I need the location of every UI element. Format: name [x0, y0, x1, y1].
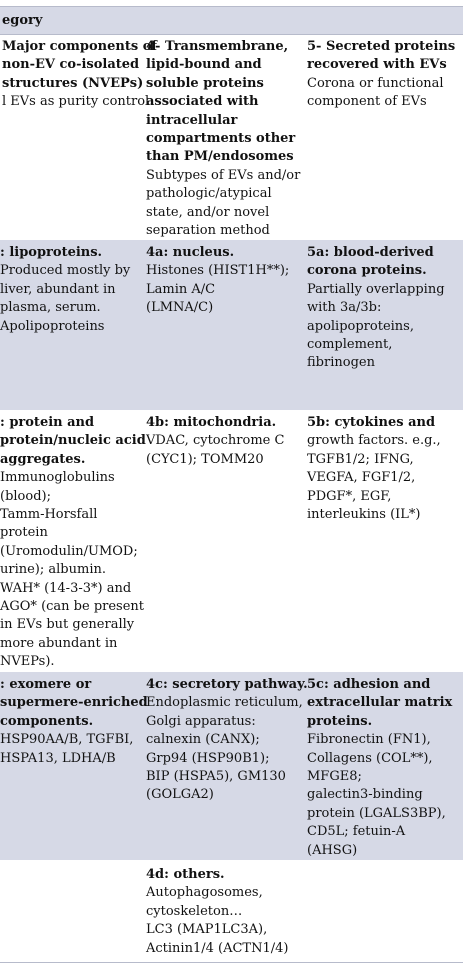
cell-text-line: LC3 (MAP1LC3A), — [146, 922, 268, 938]
cell-text-line: compartments other — [146, 131, 296, 147]
cell-text-line: protein — [0, 525, 48, 541]
cell-text-line: extracellular matrix — [307, 695, 453, 711]
table-row — [0, 240, 463, 410]
cell-text-line: (LMNA/C) — [146, 300, 214, 316]
cell-text-line: Histones (HIST1H**); — [146, 263, 290, 279]
cell-text-line: structures (NVEPs) — [2, 75, 144, 91]
cell-text-line: PDGF*, EGF, — [307, 488, 392, 504]
cell-text-line: BIP (HSPA5), GM130 — [146, 769, 286, 785]
cell-text-line: Tamm-Horsfall — [0, 507, 98, 523]
table-bottom-rule — [0, 962, 463, 963]
cell-text-line: MFGE8; — [307, 769, 362, 785]
cell-text-line: intracellular — [146, 112, 238, 128]
table-row — [0, 672, 463, 860]
cell-text-line: Major components of — [2, 39, 157, 54]
cell-text-line: Collagens (COL**), — [307, 750, 433, 766]
cell-text-line: VDAC, cytochrome C — [146, 433, 285, 449]
cell-text-line: associated with — [146, 94, 259, 110]
cell-text-line: in EVs but generally — [0, 617, 135, 633]
cell-text-line: with 3a/3b: — [307, 300, 382, 316]
row-cell-col1 — [0, 414, 146, 672]
cell-text-line: growth factors. e.g., — [307, 433, 441, 449]
row-cell-col2 — [146, 414, 284, 469]
cell-text-line: HSPA13, LDHA/B — [0, 750, 116, 766]
cell-text-line: recovered with EVs — [307, 57, 447, 73]
cell-text-line: TGFB1/2; IFNG, — [307, 451, 414, 467]
cell-text-line: : lipoproteins. — [0, 245, 103, 260]
cell-text-line: (CYC1); TOMM20 — [146, 451, 264, 467]
cell-text-line: (blood); — [0, 488, 51, 504]
row-cell-col2 — [146, 244, 289, 318]
cell-text-line: galectin3-binding — [307, 787, 423, 803]
cell-text-line: non-EV co-isolated — [2, 57, 140, 73]
cell-text-line: lipid-bound and — [146, 57, 262, 73]
cell-text-line: 5a: blood-derived — [307, 245, 434, 260]
cell-text-line: (Uromodulin/UMOD; — [0, 543, 138, 559]
cell-text-line: WAH* (14-3-3*) and — [0, 580, 132, 596]
cell-text-line: Partially overlapping — [307, 281, 445, 297]
cell-text-line: NVEPs). — [0, 654, 55, 670]
cell-text-line: 4b: mitochondria. — [146, 415, 277, 430]
cell-text-line: Fibronectin (FN1), — [307, 732, 431, 748]
cell-text-line: liver, abundant in — [0, 281, 116, 297]
cell-text-line: plasma, serum. — [0, 300, 101, 316]
cell-text-line: Golgi apparatus: — [146, 713, 256, 729]
cell-text-line: protein (LGALS3BP), — [307, 805, 446, 821]
table-row — [0, 860, 463, 960]
cell-text-line: corona proteins. — [307, 263, 427, 279]
cell-text-line: Produced mostly by — [0, 263, 131, 279]
header-cell-col1 — [2, 38, 157, 112]
cell-text-line: 5b: cytokines and — [307, 415, 436, 430]
cell-text-line: Autophagosomes, — [146, 885, 263, 901]
cell-text-line: Lamin A/C — [146, 281, 216, 297]
cell-text-line: calnexin (CANX); — [146, 732, 260, 748]
row-cell-col3 — [307, 414, 441, 524]
cell-text-line: CD5L; fetuin-A — [307, 824, 406, 840]
cell-text-line: Endoplasmic reticulum, — [146, 695, 303, 711]
cell-text-line: 4a: nucleus. — [146, 245, 235, 260]
cell-text-line: protein/nucleic acid — [0, 433, 146, 449]
cell-text-line: Apolipoproteins — [0, 318, 105, 334]
cell-text-line: proteins. — [307, 713, 373, 729]
table-row — [0, 410, 463, 670]
category-header-bar — [0, 6, 463, 35]
cell-text-line: 4d: others. — [146, 867, 225, 882]
cell-text-line: soluble proteins — [146, 75, 264, 91]
cell-text-line: AGO* (can be present — [0, 599, 145, 615]
cell-text-line: (AHSG) — [307, 842, 358, 858]
cell-text-line: Actinin1/4 (ACTN1/4) — [146, 940, 289, 956]
row-cell-col3 — [307, 244, 445, 373]
cell-text-line: Immunoglobulins — [0, 470, 115, 486]
cell-text-line: (GOLGA2) — [146, 787, 214, 803]
cell-text-line: more abundant in — [0, 635, 118, 651]
cell-text-line: Corona or functional — [307, 75, 444, 91]
header-cell-col3 — [307, 38, 455, 112]
header-cell-col2 — [146, 38, 300, 240]
cell-text-line: supermere-enriched — [0, 695, 148, 711]
cell-text-line: separation method — [146, 223, 270, 239]
cell-text-line: Grp94 (HSP90B1); — [146, 750, 270, 766]
cell-text-line: fibrinogen — [307, 355, 375, 371]
cell-text-line: pathologic/atypical — [146, 186, 272, 202]
cell-text-line: 5c: adhesion and — [307, 677, 431, 692]
cell-text-line: state, and/or novel — [146, 204, 270, 220]
cell-text-line: aggregates. — [0, 451, 86, 467]
cell-text-line: components. — [0, 713, 94, 729]
row-cell-col2 — [146, 866, 288, 958]
cell-text-line: HSP90AA/B, TGFBI, — [0, 732, 134, 748]
cell-text-line: interleukins (IL*) — [307, 507, 421, 523]
category-header-label: egory — [2, 13, 43, 28]
cell-text-line: l EVs as purity control — [2, 94, 150, 110]
table-header-row — [0, 36, 463, 239]
row-cell-col1 — [0, 244, 130, 336]
cell-text-line: than PM/endosomes — [146, 149, 294, 165]
cell-text-line: urine); albumin. — [0, 562, 106, 578]
cell-text-line: 5- Secreted proteins — [307, 39, 456, 54]
row-cell-col1 — [0, 676, 148, 768]
cell-text-line: complement, — [307, 337, 393, 353]
cell-text-line: Subtypes of EVs and/or — [146, 167, 301, 183]
row-cell-col2 — [146, 676, 308, 805]
cell-text-line: 4- Transmembrane, — [146, 39, 289, 54]
cell-text-line: 4c: secretory pathway. — [146, 677, 308, 692]
cell-text-line: VEGFA, FGF1/2, — [307, 470, 416, 486]
cell-text-line: component of EVs — [307, 94, 427, 110]
cell-text-line: : protein and — [0, 415, 95, 430]
cell-text-line: : exomere or — [0, 677, 92, 692]
cell-text-line: apolipoproteins, — [307, 318, 414, 334]
cell-text-line: cytoskeleton… — [146, 903, 243, 919]
row-cell-col3 — [307, 676, 452, 860]
